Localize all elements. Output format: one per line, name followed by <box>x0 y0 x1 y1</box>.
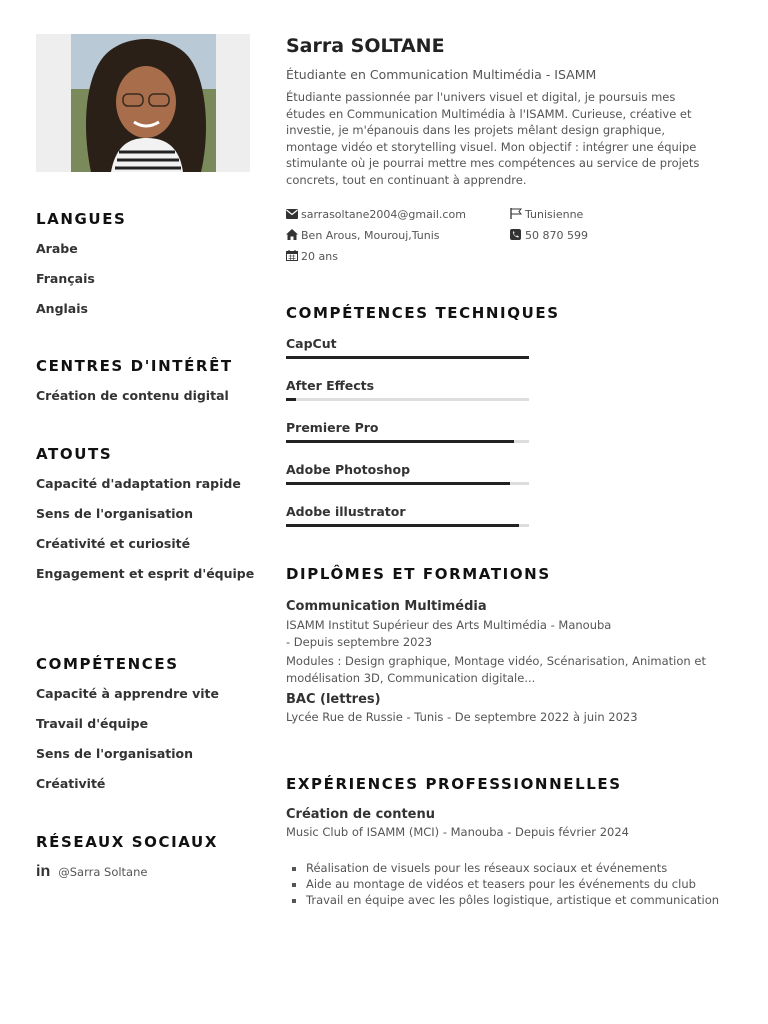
experience-org: Music Club of ISAMM (MCI) - Manouba - Depuis février 2024 <box>286 825 629 839</box>
interests-section <box>36 357 233 411</box>
calendar-icon <box>286 250 298 261</box>
education-item <box>286 692 726 726</box>
skill-name: CapCut <box>286 336 337 351</box>
skill-level-fill <box>286 524 519 527</box>
linkedin-link[interactable] <box>36 863 218 881</box>
task-item: ▪ Réalisation de visuels pour les réseaux sociaux et événements <box>306 860 731 876</box>
contact-email[interactable] <box>286 208 466 221</box>
skill-level-bar <box>286 482 529 485</box>
education-details: Modules : Design graphique, Montage vidéo, Scénarisation, Animation et modélisation 3D, Communication digitale... <box>286 654 706 685</box>
competence-item: Sens de l'organisation <box>36 746 194 761</box>
nationality-text: Tunisienne <box>525 208 584 221</box>
skill-item <box>286 504 529 519</box>
profile-photo <box>36 34 250 172</box>
strength-item: Sens de l'organisation <box>36 506 194 521</box>
envelope-icon <box>286 209 298 220</box>
experience-tasks <box>286 860 731 908</box>
skill-name: Premiere Pro <box>286 420 379 435</box>
contact-age <box>286 250 338 263</box>
candidate-subtitle: Étudiante en Communication Multimédia - ISAMM <box>286 67 597 82</box>
languages-section <box>36 210 126 324</box>
header-section <box>286 34 726 188</box>
skills-title: COMPÉTENCES TECHNIQUES <box>286 304 560 322</box>
phone-icon <box>510 229 522 240</box>
left-column <box>36 34 250 172</box>
contact-phone[interactable] <box>510 229 588 242</box>
skill-level-bar <box>286 440 529 443</box>
email-text: sarrasoltane2004@gmail.com <box>301 208 466 221</box>
skill-level-bar <box>286 356 529 359</box>
education-school: Lycée Rue de Russie - Tunis - De septembre 2022 à juin 2023 <box>286 710 638 724</box>
strengths-section <box>36 445 254 589</box>
skill-name: Adobe illustrator <box>286 504 406 519</box>
interest-item: Création de contenu digital <box>36 388 229 403</box>
language-item: Anglais <box>36 301 88 316</box>
competence-item: Capacité à apprendre vite <box>36 686 219 701</box>
skill-name: Adobe Photoshop <box>286 462 411 477</box>
competences-section <box>36 655 219 799</box>
skill-name: After Effects <box>286 378 375 393</box>
experience-role: Création de contenu <box>286 807 436 822</box>
linkedin-handle: @Sarra Soltane <box>58 865 148 879</box>
linkedin-icon: in <box>36 863 51 880</box>
social-section <box>36 833 218 881</box>
skill-level-bar <box>286 524 529 527</box>
task-item: ▪ Travail en équipe avec les pôles logistique, artistique et communication <box>306 892 731 908</box>
phone-text: 50 870 599 <box>525 229 588 242</box>
education-item <box>286 599 726 686</box>
strengths-title: ATOUTS <box>36 445 113 463</box>
competence-item: Travail d'équipe <box>36 716 149 731</box>
skill-item <box>286 378 529 393</box>
skill-level-bar <box>286 398 529 401</box>
skill-level-fill <box>286 356 529 359</box>
address-text: Ben Arous, Mourouj,Tunis <box>301 229 440 242</box>
interests-title: CENTRES D'INTÉRÊT <box>36 357 233 375</box>
skill-item <box>286 462 529 477</box>
skill-level-fill <box>286 398 296 401</box>
social-title: RÉSEAUX SOCIAUX <box>36 833 218 851</box>
education-section <box>286 565 726 726</box>
skills-section-title-wrap <box>286 304 560 322</box>
strength-item: Engagement et esprit d'équipe <box>36 566 255 581</box>
skill-item <box>286 336 529 351</box>
contact-nationality <box>510 208 583 221</box>
education-degree: BAC (lettres) <box>286 692 381 707</box>
candidate-summary: Étudiante passionnée par l'univers visuel et digital, je poursuis mes études en Communication Multimédia à l'ISAMM. Curieuse, créative et investie, je m'épanouis dans les projets mêlant design graphique, montage vidéo et storytelling visuel. Mon objectif : intégrer une équipe stimulante où je pourrai mettre mes compétences au service de projets concrets, tout en continuant à apprendre. <box>286 90 700 187</box>
competences-title: COMPÉTENCES <box>36 655 179 673</box>
strength-item: Créativité et curiosité <box>36 536 191 551</box>
contact-address <box>286 229 440 242</box>
skill-item <box>286 420 529 435</box>
skill-level-fill <box>286 440 514 443</box>
competence-item: Créativité <box>36 776 106 791</box>
task-item: ▪ Aide au montage de vidéos et teasers pour les événements du club <box>306 876 731 892</box>
language-item: Français <box>36 271 95 286</box>
experience-title: EXPÉRIENCES PROFESSIONNELLES <box>286 775 622 793</box>
education-dates: - Depuis septembre 2023 <box>286 634 433 649</box>
language-item: Arabe <box>36 241 78 256</box>
education-school: ISAMM Institut Supérieur des Arts Multimédia - Manouba <box>286 618 612 632</box>
strength-item: Capacité d'adaptation rapide <box>36 476 241 491</box>
profile-photo-image <box>71 34 216 172</box>
experience-section <box>286 775 731 908</box>
education-degree: Communication Multimédia <box>286 599 487 614</box>
candidate-name: Sarra SOLTANE <box>286 35 445 57</box>
education-title: DIPLÔMES ET FORMATIONS <box>286 565 551 583</box>
flag-icon <box>510 208 522 219</box>
skill-level-fill <box>286 482 510 485</box>
home-icon <box>286 229 298 240</box>
age-text: 20 ans <box>301 250 338 263</box>
languages-title: LANGUES <box>36 210 127 228</box>
